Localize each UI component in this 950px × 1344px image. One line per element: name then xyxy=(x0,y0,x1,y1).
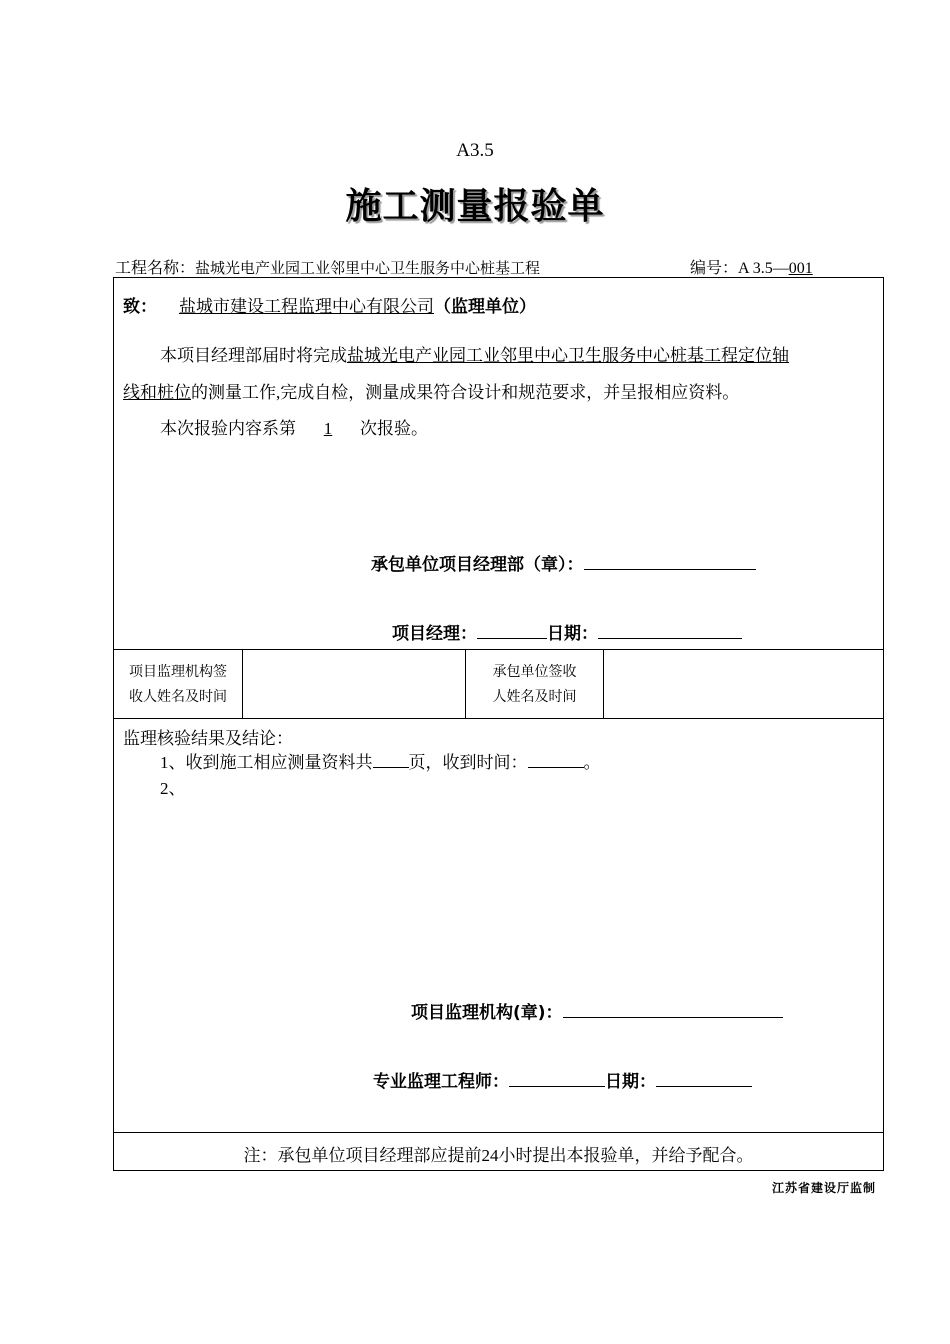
contractor-receiver-label xyxy=(466,660,603,710)
item1-end: 。 xyxy=(583,753,601,772)
manager-row xyxy=(392,619,742,644)
number-value: 001 xyxy=(788,260,813,277)
engineer-label: 专业监理工程师： xyxy=(373,1072,509,1092)
contractor-dept-row xyxy=(371,550,756,575)
supervisor-seal-blank[interactable] xyxy=(563,1001,783,1018)
manager-date-blank[interactable] xyxy=(598,622,742,639)
item1-prefix: 1、收到施工相应测量资料共 xyxy=(160,753,373,772)
para1-suffix: 的测量工作,完成自检，测量成果符合设计和规范要求，并呈报相应资料。 xyxy=(191,383,740,402)
engineer-date-label: 日期： xyxy=(605,1072,656,1092)
to-suffix: （监理单位） xyxy=(434,297,536,317)
page-title: 施工测量报验单 xyxy=(345,186,605,227)
para2-suffix: 次报验。 xyxy=(360,419,428,438)
para1-line1 xyxy=(160,341,789,366)
divider-3 xyxy=(113,1132,884,1133)
form-code: A3.5 xyxy=(456,140,494,161)
manager-label: 项目经理： xyxy=(392,624,477,644)
supervisor-receiver-line2: 收人姓名及时间 xyxy=(129,690,227,705)
engineer-date-blank[interactable] xyxy=(656,1070,752,1087)
project-name: 盐城光电产业园工业邻里中心卫生服务中心桩基工程 xyxy=(195,261,541,277)
engineer-row xyxy=(373,1067,752,1092)
engineer-blank[interactable] xyxy=(509,1070,605,1087)
contractor-seal-blank[interactable] xyxy=(584,553,756,570)
number-prefix: A 3.5— xyxy=(738,260,789,277)
footer-issuer: 江苏省建设厅监制 xyxy=(772,1181,877,1195)
supervisor-receiver-line1: 项目监理机构签 xyxy=(129,665,227,680)
project-label: 工程名称： xyxy=(115,260,196,277)
contractor-receiver-field[interactable] xyxy=(604,650,883,718)
note: 注：承包单位项目经理部应提前24小时提出本报验单，并给予配合。 xyxy=(243,1146,754,1165)
to-label: 致： xyxy=(123,297,157,317)
number-label: 编号： xyxy=(690,260,739,277)
divider-2 xyxy=(113,718,884,719)
review-heading: 监理核验结果及结论： xyxy=(123,729,293,748)
manager-date-label: 日期： xyxy=(547,624,598,644)
item1-mid: 页，收到时间： xyxy=(408,753,528,772)
review-item2: 2、 xyxy=(160,779,186,798)
supervisor-receiver-field[interactable] xyxy=(243,650,465,718)
manager-blank[interactable] xyxy=(477,622,547,639)
contractor-receiver-line2: 人姓名及时间 xyxy=(492,690,577,705)
contractor-dept-label: 承包单位项目经理部（章）： xyxy=(371,555,584,575)
supervisor-receiver-label xyxy=(113,660,243,710)
to-value: 盐城市建设工程监理中心有限公司 xyxy=(179,297,434,316)
receive-time-blank[interactable] xyxy=(528,751,584,768)
para1-line2 xyxy=(123,378,739,403)
para1-task-line1: 盐城光电产业园工业邻里中心卫生服务中心桩基工程定位轴 xyxy=(347,346,789,365)
para2-prefix: 本次报验内容系第 xyxy=(160,419,296,438)
supervisor-org-row xyxy=(411,998,783,1023)
number-row xyxy=(690,255,813,278)
to-row xyxy=(123,292,536,317)
para2-count: 1 xyxy=(323,419,333,438)
supervisor-org-label: 项目监理机构(章)： xyxy=(411,1003,563,1023)
project-name-row xyxy=(115,255,540,278)
para1-task-line2: 线和桩位 xyxy=(123,383,191,402)
pages-blank[interactable] xyxy=(373,751,409,768)
review-item1 xyxy=(160,748,601,773)
para1-prefix: 本项目经理部届时将完成 xyxy=(160,346,347,365)
contractor-receiver-line1: 承包单位签收 xyxy=(492,665,577,680)
para2 xyxy=(160,414,428,439)
